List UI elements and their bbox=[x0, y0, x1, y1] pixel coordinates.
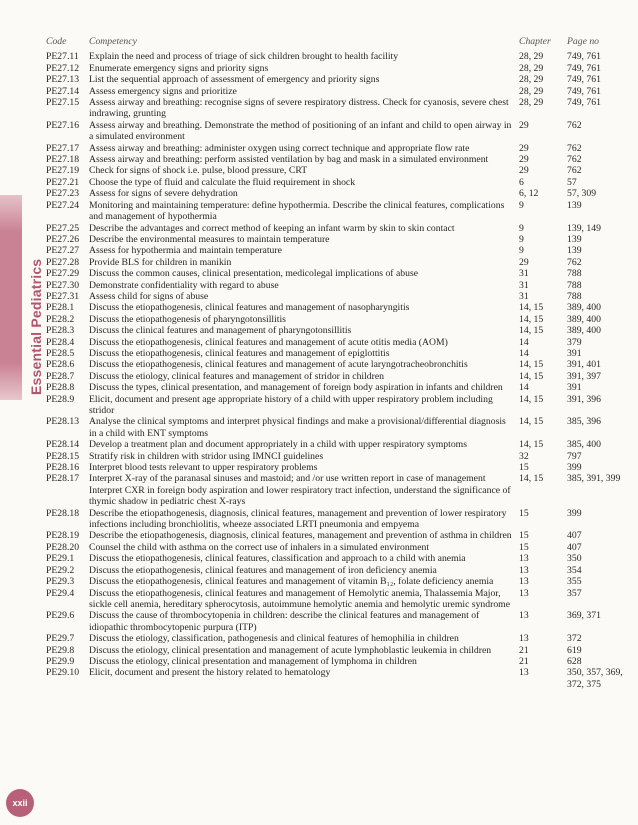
row-page: 355 bbox=[567, 576, 582, 588]
row-competency: Describe the advantages and correct method of keeping an infant warm by skin to skin contact bbox=[89, 222, 455, 234]
row-chapter: 14, 15 bbox=[519, 393, 544, 405]
row-code: PE27.28 bbox=[46, 256, 80, 268]
row-code: PE29.8 bbox=[46, 644, 75, 656]
row-chapter: 14, 15 bbox=[519, 359, 544, 371]
row-competency: Elicit, document and present the history related to hematology bbox=[89, 667, 331, 679]
row-code: PE28.17 bbox=[46, 473, 80, 485]
row-chapter: 6, 12 bbox=[519, 188, 539, 200]
row-competency: Discuss the etiopathogenesis, clinical features and management of vitamin B₁₂, folate deficiency anemia bbox=[89, 576, 494, 588]
row-page: 788 bbox=[567, 268, 582, 280]
row-code: PE28.16 bbox=[46, 462, 80, 474]
row-competency: Interpret blood tests relevant to upper respiratory problems bbox=[89, 462, 318, 474]
row-chapter: 28, 29 bbox=[519, 85, 544, 97]
table-row bbox=[46, 588, 636, 611]
row-code: PE29.4 bbox=[46, 587, 75, 599]
row-page: 139 bbox=[567, 245, 582, 257]
row-page: 788 bbox=[567, 290, 582, 302]
row-chapter: 14, 15 bbox=[519, 302, 544, 314]
row-competency: Choose the type of fluid and calculate the fluid requirement in shock bbox=[89, 176, 356, 188]
row-competency: Counsel the child with asthma on the correct use of inhalers in a simulated environment bbox=[89, 541, 430, 553]
table-row bbox=[46, 188, 636, 199]
table-row bbox=[46, 257, 636, 268]
row-chapter: 28, 29 bbox=[519, 62, 544, 74]
row-code: PE27.18 bbox=[46, 154, 80, 166]
table-row bbox=[46, 325, 636, 336]
row-page: 385, 391, 399 bbox=[567, 473, 621, 485]
row-page: 762 bbox=[567, 256, 582, 268]
row-code: PE27.29 bbox=[46, 268, 80, 280]
row-page: 762 bbox=[567, 154, 582, 166]
row-code: PE29.1 bbox=[46, 553, 75, 565]
row-page: 57 bbox=[567, 176, 577, 188]
row-code: PE28.8 bbox=[46, 382, 75, 394]
row-chapter: 9 bbox=[519, 222, 524, 234]
row-competency: Discuss the etiopathogenesis, clinical features, classification and approach to a child with anemia bbox=[89, 553, 466, 565]
row-page: 139 bbox=[567, 233, 582, 245]
row-competency: Assess airway and breathing: recognise signs of severe respiratory distress. Check for cyanosis, severe chest indrawing, grunting bbox=[89, 97, 509, 120]
row-competency: Assess for hypothermia and maintain temperature bbox=[89, 245, 282, 257]
row-chapter: 14, 15 bbox=[519, 439, 544, 451]
row-chapter: 14, 15 bbox=[519, 416, 544, 428]
row-chapter: 13 bbox=[519, 553, 529, 565]
row-chapter: 13 bbox=[519, 633, 529, 645]
row-chapter: 14 bbox=[519, 347, 529, 359]
row-code: PE28.5 bbox=[46, 347, 75, 359]
row-competency: Discuss the etiopathogenesis, clinical features and management of acute laryngotracheobronchitis bbox=[89, 359, 468, 371]
row-competency: Discuss the etiopathogenesis, clinical features and management of acute otitis media (AOM) bbox=[89, 336, 448, 348]
row-page: 354 bbox=[567, 564, 582, 576]
row-chapter: 28, 29 bbox=[519, 51, 544, 63]
row-code: PE28.18 bbox=[46, 507, 80, 519]
side-color-band bbox=[0, 195, 22, 400]
table-row bbox=[46, 508, 636, 531]
table-row bbox=[46, 348, 636, 359]
row-code: PE28.19 bbox=[46, 530, 80, 542]
table-row bbox=[46, 416, 636, 439]
row-competency: Discuss the clinical features and management of pharyngotonsillitis bbox=[89, 325, 352, 337]
row-page: 385, 396 bbox=[567, 416, 601, 428]
table-row bbox=[46, 633, 636, 644]
row-code: PE27.24 bbox=[46, 199, 80, 211]
row-chapter: 9 bbox=[519, 245, 524, 257]
row-chapter: 13 bbox=[519, 564, 529, 576]
row-page: 762 bbox=[567, 165, 582, 177]
row-competency: Describe the environmental measures to maintain temperature bbox=[89, 233, 330, 245]
page-number: xxii bbox=[6, 789, 34, 817]
row-code: PE29.3 bbox=[46, 576, 75, 588]
table-row bbox=[46, 359, 636, 370]
row-page: 762 bbox=[567, 142, 582, 154]
row-page: 391 bbox=[567, 382, 582, 394]
row-competency: Assess emergency signs and prioritize bbox=[89, 85, 237, 97]
row-code: PE27.26 bbox=[46, 233, 80, 245]
row-competency: Discuss the etiopathogenesis, clinical features and management of epiglottitis bbox=[89, 347, 390, 359]
row-code: PE29.6 bbox=[46, 610, 75, 622]
row-code: PE28.4 bbox=[46, 336, 75, 348]
row-chapter: 28, 29 bbox=[519, 74, 544, 86]
row-chapter: 13 bbox=[519, 610, 529, 622]
row-page: 788 bbox=[567, 279, 582, 291]
row-code: PE28.20 bbox=[46, 541, 80, 553]
row-code: PE27.16 bbox=[46, 119, 80, 131]
row-code: PE27.31 bbox=[46, 290, 80, 302]
row-code: PE29.9 bbox=[46, 655, 75, 667]
row-competency: Discuss the etiopathogenesis, clinical features and management of Hemolytic anemia, Thalassemia Major, sickle cell anemia, hereditary spherocytosis, autoimmune hemolytic anemia and hemolytic uremic syndrome bbox=[89, 587, 511, 610]
row-page: 628 bbox=[567, 655, 582, 667]
row-chapter: 31 bbox=[519, 290, 529, 302]
row-page: 389, 400 bbox=[567, 325, 601, 337]
row-page: 399 bbox=[567, 462, 582, 474]
table-row bbox=[46, 382, 636, 393]
row-code: PE28.9 bbox=[46, 393, 75, 405]
table-row bbox=[46, 234, 636, 245]
row-competency: Monitoring and maintaining temperature: define hypothermia. Describe the clinical features, complications and management of hypothermia bbox=[89, 199, 505, 223]
row-competency: Elicit, document and present age appropriate history of a child with upper respiratory problem including stridor bbox=[89, 393, 493, 416]
row-page: 749, 761 bbox=[567, 74, 601, 86]
row-page: 619 bbox=[567, 644, 582, 656]
row-code: PE29.10 bbox=[46, 667, 80, 679]
row-page: 407 bbox=[567, 530, 582, 542]
row-page: 749, 761 bbox=[567, 85, 601, 97]
table-row bbox=[46, 143, 636, 154]
table-row bbox=[46, 553, 636, 564]
row-competency: Analyse the clinical symptoms and interpret physical findings and make a provisional/differential diagnosis in a child with ENT symptoms bbox=[89, 416, 506, 439]
row-page: 391, 401 bbox=[567, 359, 601, 371]
row-code: PE27.12 bbox=[46, 62, 80, 74]
row-chapter: 13 bbox=[519, 587, 529, 599]
row-competency: Develop a treatment plan and document appropriately in a child with upper respiratory symptoms bbox=[89, 439, 467, 451]
table-row bbox=[46, 245, 636, 256]
row-chapter: 14, 15 bbox=[519, 473, 544, 485]
row-page: 391 bbox=[567, 347, 582, 359]
row-chapter: 15 bbox=[519, 507, 529, 519]
row-page: 749, 761 bbox=[567, 97, 601, 109]
row-competency: Discuss the etiology, clinical features and management of stridor in children bbox=[89, 370, 385, 382]
row-code: PE28.15 bbox=[46, 450, 80, 462]
header-code: Code bbox=[46, 36, 67, 47]
row-code: PE28.7 bbox=[46, 370, 75, 382]
table-row bbox=[46, 576, 636, 587]
row-code: PE28.14 bbox=[46, 439, 80, 451]
row-competency: Discuss the etiology, clinical presentation and management of acute lymphoblastic leukemia in children bbox=[89, 644, 492, 656]
table-row bbox=[46, 200, 636, 223]
table-row bbox=[46, 394, 636, 417]
row-competency: Discuss the common causes, clinical presentation, medicolegal implications of abuse bbox=[89, 268, 419, 280]
table-row bbox=[46, 165, 636, 176]
row-code: PE28.13 bbox=[46, 416, 80, 428]
row-competency: Discuss the types, clinical presentation, and management of foreign body aspiration in infants and children bbox=[89, 382, 503, 394]
table-row bbox=[46, 530, 636, 541]
table-row bbox=[46, 337, 636, 348]
table-row bbox=[46, 86, 636, 97]
row-code: PE27.17 bbox=[46, 142, 80, 154]
table-row bbox=[46, 97, 636, 120]
row-chapter: 14 bbox=[519, 382, 529, 394]
table-row bbox=[46, 645, 636, 656]
row-page: 139, 149 bbox=[567, 222, 601, 234]
table-row bbox=[46, 451, 636, 462]
row-chapter: 31 bbox=[519, 268, 529, 280]
row-competency: Demonstrate confidentiality with regard to abuse bbox=[89, 279, 279, 291]
row-chapter: 29 bbox=[519, 165, 529, 177]
row-chapter: 14 bbox=[519, 336, 529, 348]
row-code: PE27.13 bbox=[46, 74, 80, 86]
row-page: 379 bbox=[567, 336, 582, 348]
row-page: 369, 371 bbox=[567, 610, 601, 622]
table-row bbox=[46, 314, 636, 325]
table-row bbox=[46, 63, 636, 74]
side-title: Essential Pediatrics bbox=[28, 258, 44, 395]
header-competency: Competency bbox=[89, 36, 137, 47]
row-competency: Discuss the etiopathogenesis of pharyngotonsillitis bbox=[89, 313, 286, 325]
row-chapter: 9 bbox=[519, 199, 524, 211]
row-page: 350 bbox=[567, 553, 582, 565]
row-competency: List the sequential approach of assessment of emergency and priority signs bbox=[89, 74, 380, 86]
row-page: 385, 400 bbox=[567, 439, 601, 451]
row-chapter: 31 bbox=[519, 279, 529, 291]
table-row bbox=[46, 610, 636, 633]
row-chapter: 28, 29 bbox=[519, 97, 544, 109]
row-chapter: 15 bbox=[519, 541, 529, 553]
row-code: PE28.2 bbox=[46, 313, 75, 325]
table-row bbox=[46, 74, 636, 85]
row-code: PE28.3 bbox=[46, 325, 75, 337]
row-chapter: 29 bbox=[519, 154, 529, 166]
row-chapter: 9 bbox=[519, 233, 524, 245]
table-row bbox=[46, 51, 636, 62]
table-row bbox=[46, 462, 636, 473]
row-chapter: 6 bbox=[519, 176, 524, 188]
row-page: 797 bbox=[567, 450, 582, 462]
table-row bbox=[46, 154, 636, 165]
row-code: PE29.7 bbox=[46, 633, 75, 645]
row-code: PE28.1 bbox=[46, 302, 75, 314]
row-code: PE27.14 bbox=[46, 85, 80, 97]
row-competency: Discuss the etiology, classification, pathogenesis and clinical features of hemophilia in children bbox=[89, 633, 459, 645]
table-row bbox=[46, 291, 636, 302]
row-code: PE27.23 bbox=[46, 188, 80, 200]
row-page: 350, 357, 369, 372, 375 bbox=[567, 667, 623, 690]
table-row bbox=[46, 656, 636, 667]
table-row bbox=[46, 473, 636, 507]
row-chapter: 29 bbox=[519, 256, 529, 268]
row-page: 749, 761 bbox=[567, 62, 601, 74]
row-page: 57, 309 bbox=[567, 188, 597, 200]
table-row bbox=[46, 542, 636, 553]
row-code: PE29.2 bbox=[46, 564, 75, 576]
row-page: 749, 761 bbox=[567, 51, 601, 63]
row-code: PE27.21 bbox=[46, 176, 80, 188]
row-page: 139 bbox=[567, 199, 582, 211]
row-page: 372 bbox=[567, 633, 582, 645]
row-code: PE28.6 bbox=[46, 359, 75, 371]
table-row bbox=[46, 302, 636, 313]
row-page: 391, 397 bbox=[567, 370, 601, 382]
row-page: 389, 400 bbox=[567, 302, 601, 314]
row-competency: Assess airway and breathing: perform assisted ventilation by bag and mask in a simulated environment bbox=[89, 154, 489, 166]
row-chapter: 21 bbox=[519, 655, 529, 667]
header-chapter: Chapter bbox=[519, 36, 551, 47]
row-code: PE27.27 bbox=[46, 245, 80, 257]
row-competency: Check for signs of shock i.e. pulse, blood pressure, CRT bbox=[89, 165, 308, 177]
row-competency: Discuss the etiology, clinical presentation and management of lymphoma in children bbox=[89, 655, 417, 667]
row-chapter: 29 bbox=[519, 142, 529, 154]
row-page: 389, 400 bbox=[567, 313, 601, 325]
table-row bbox=[46, 177, 636, 188]
row-chapter: 15 bbox=[519, 462, 529, 474]
row-competency: Discuss the etiopathogenesis, clinical features and management of iron deficiency anemia bbox=[89, 564, 437, 576]
row-chapter: 13 bbox=[519, 667, 529, 679]
row-competency: Explain the need and process of triage of sick children brought to health facility bbox=[89, 51, 399, 63]
row-chapter: 14, 15 bbox=[519, 325, 544, 337]
row-page: 357 bbox=[567, 587, 582, 599]
row-code: PE27.30 bbox=[46, 279, 80, 291]
table-row bbox=[46, 565, 636, 576]
row-code: PE27.25 bbox=[46, 222, 80, 234]
row-chapter: 14, 15 bbox=[519, 370, 544, 382]
row-competency: Stratify risk in children with stridor using IMNCI guidelines bbox=[89, 450, 324, 462]
table-row bbox=[46, 371, 636, 382]
header-page: Page no bbox=[567, 36, 600, 47]
row-competency: Describe the etiopathogenesis, diagnosis, clinical features, management and prevention of asthma in children bbox=[89, 530, 512, 542]
table-row bbox=[46, 439, 636, 450]
row-competency: Interpret X-ray of the paranasal sinuses and mastoid; and /or use written report in case of management Interpret CXR in foreign body aspiration and lower respiratory tract infection, understand the significance of thymic shadow in pediatric chest X-rays bbox=[89, 473, 511, 508]
row-competency: Assess for signs of severe dehydration bbox=[89, 188, 238, 200]
row-chapter: 29 bbox=[519, 119, 529, 131]
table-header bbox=[46, 36, 636, 47]
row-chapter: 15 bbox=[519, 530, 529, 542]
row-competency: Assess airway and breathing: administer oxygen using correct technique and appropriate flow rate bbox=[89, 142, 470, 154]
row-competency: Assess airway and breathing. Demonstrate the method of positioning of an infant and child to open airway in a simulated environment bbox=[89, 119, 512, 143]
row-competency: Provide BLS for children in manikin bbox=[89, 256, 232, 268]
table-row bbox=[46, 280, 636, 291]
row-code: PE27.11 bbox=[46, 51, 79, 63]
row-page: 391, 396 bbox=[567, 393, 601, 405]
row-code: PE27.19 bbox=[46, 165, 80, 177]
row-chapter: 13 bbox=[519, 576, 529, 588]
row-competency: Enumerate emergency signs and priority signs bbox=[89, 62, 269, 74]
row-chapter: 32 bbox=[519, 450, 529, 462]
table-row bbox=[46, 223, 636, 234]
row-chapter: 21 bbox=[519, 644, 529, 656]
row-page: 762 bbox=[567, 119, 582, 131]
table-row bbox=[46, 667, 636, 690]
row-competency: Describe the etiopathogenesis, diagnosis, clinical features, management and prevention of lower respiratory infections including bronchiolitis, wheeze associated LRTI pneumonia and empyema bbox=[89, 507, 507, 531]
competency-table bbox=[46, 36, 636, 690]
row-competency: Assess child for signs of abuse bbox=[89, 290, 209, 302]
row-competency: Discuss the etiopathogenesis, clinical features and management of nasopharyngitis bbox=[89, 302, 410, 314]
table-row bbox=[46, 120, 636, 143]
row-page: 407 bbox=[567, 541, 582, 553]
row-code: PE27.15 bbox=[46, 97, 80, 109]
table-body bbox=[46, 51, 636, 690]
row-competency: Discuss the cause of thrombocytopenia in children: describe the clinical features and management of idiopathic thrombocytopenic purpura (ITP) bbox=[89, 610, 480, 633]
row-chapter: 14, 15 bbox=[519, 313, 544, 325]
table-row bbox=[46, 268, 636, 279]
row-page: 399 bbox=[567, 507, 582, 519]
